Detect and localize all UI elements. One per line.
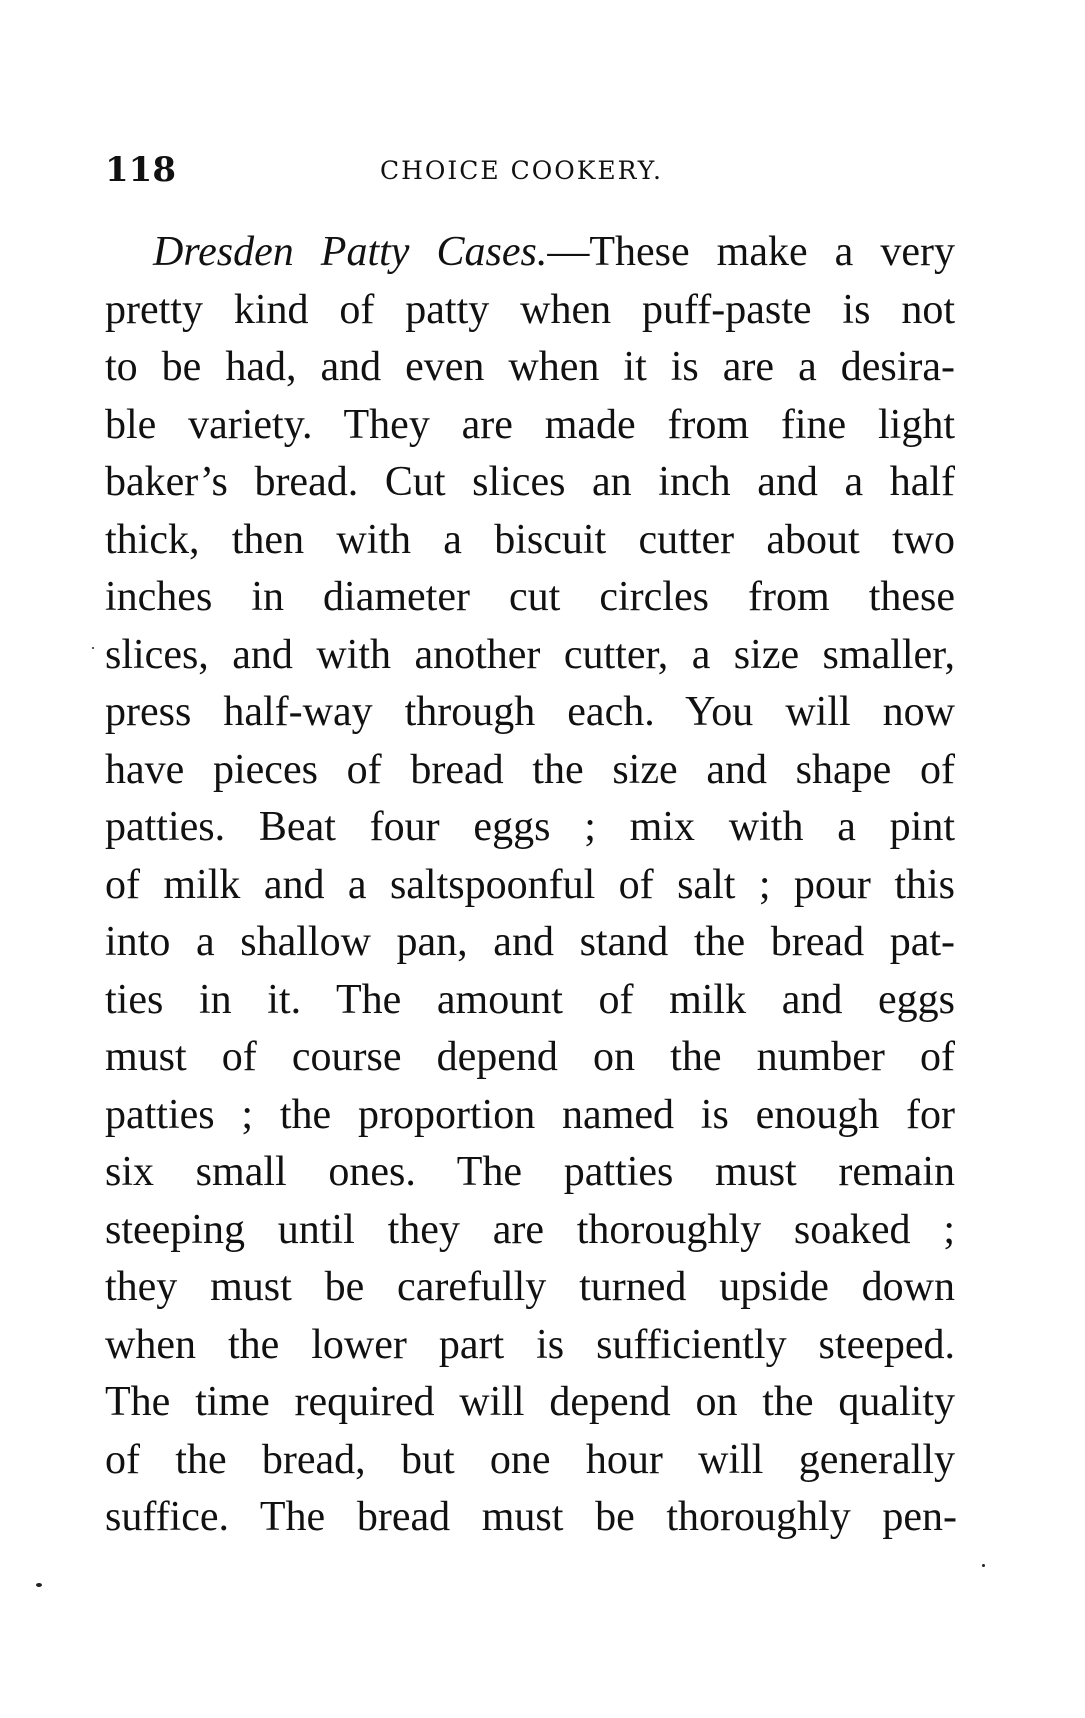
text-line: press half-way through each. You will now — [105, 689, 955, 735]
text-line: baker’s bread. Cut slices an inch and a half — [105, 459, 955, 505]
text-line: patties. Beat four eggs ; mix with a pint — [105, 804, 955, 850]
text-line: steeping until they are thoroughly soaked ; — [105, 1206, 955, 1253]
page-header — [105, 150, 945, 190]
page-number: 118 — [105, 150, 176, 190]
text-line: have pieces of bread the size and shape of — [105, 746, 955, 793]
text-line-lead: —These make a very — [547, 229, 955, 275]
text-line — [105, 224, 955, 282]
text-line: ble variety. They are made from fine light — [105, 401, 955, 448]
recipe-paragraph — [105, 224, 955, 1547]
text-line: suffice. The bread must be thoroughly pen- — [105, 1494, 957, 1540]
print-speck — [92, 647, 94, 649]
print-speck — [36, 1583, 42, 1587]
text-line: must of course depend on the number of — [105, 1034, 955, 1080]
text-line: ties in it. The amount of milk and eggs — [105, 976, 955, 1023]
text-line: when the lower part is sufficiently steeped. — [105, 1321, 955, 1368]
text-line: thick, then with a biscuit cutter about two — [105, 516, 955, 563]
text-line: to be had, and even when it is are a desira- — [105, 344, 955, 390]
text-line: patties ; the proportion named is enough for — [105, 1091, 955, 1138]
running-head: CHOICE COOKERY. — [380, 156, 663, 185]
recipe-title: Dresden Patty Cases. — [153, 229, 548, 275]
print-speck — [982, 1564, 985, 1567]
text-line: slices, and with another cutter, a size smaller, — [105, 631, 955, 678]
text-line: inches in diameter cut circles from these — [105, 574, 955, 620]
text-line: of the bread, but one hour will generally — [105, 1436, 955, 1483]
text-line: of milk and a saltspoonful of salt ; pour this — [105, 861, 955, 908]
text-line: six small ones. The patties must remain — [105, 1149, 955, 1195]
text-line: into a shallow pan, and stand the bread pat- — [105, 919, 955, 965]
text-line: they must be carefully turned upside down — [105, 1264, 955, 1310]
text-line: The time required will depend on the quality — [105, 1379, 955, 1425]
text-line: pretty kind of patty when puff-paste is not — [105, 286, 955, 333]
